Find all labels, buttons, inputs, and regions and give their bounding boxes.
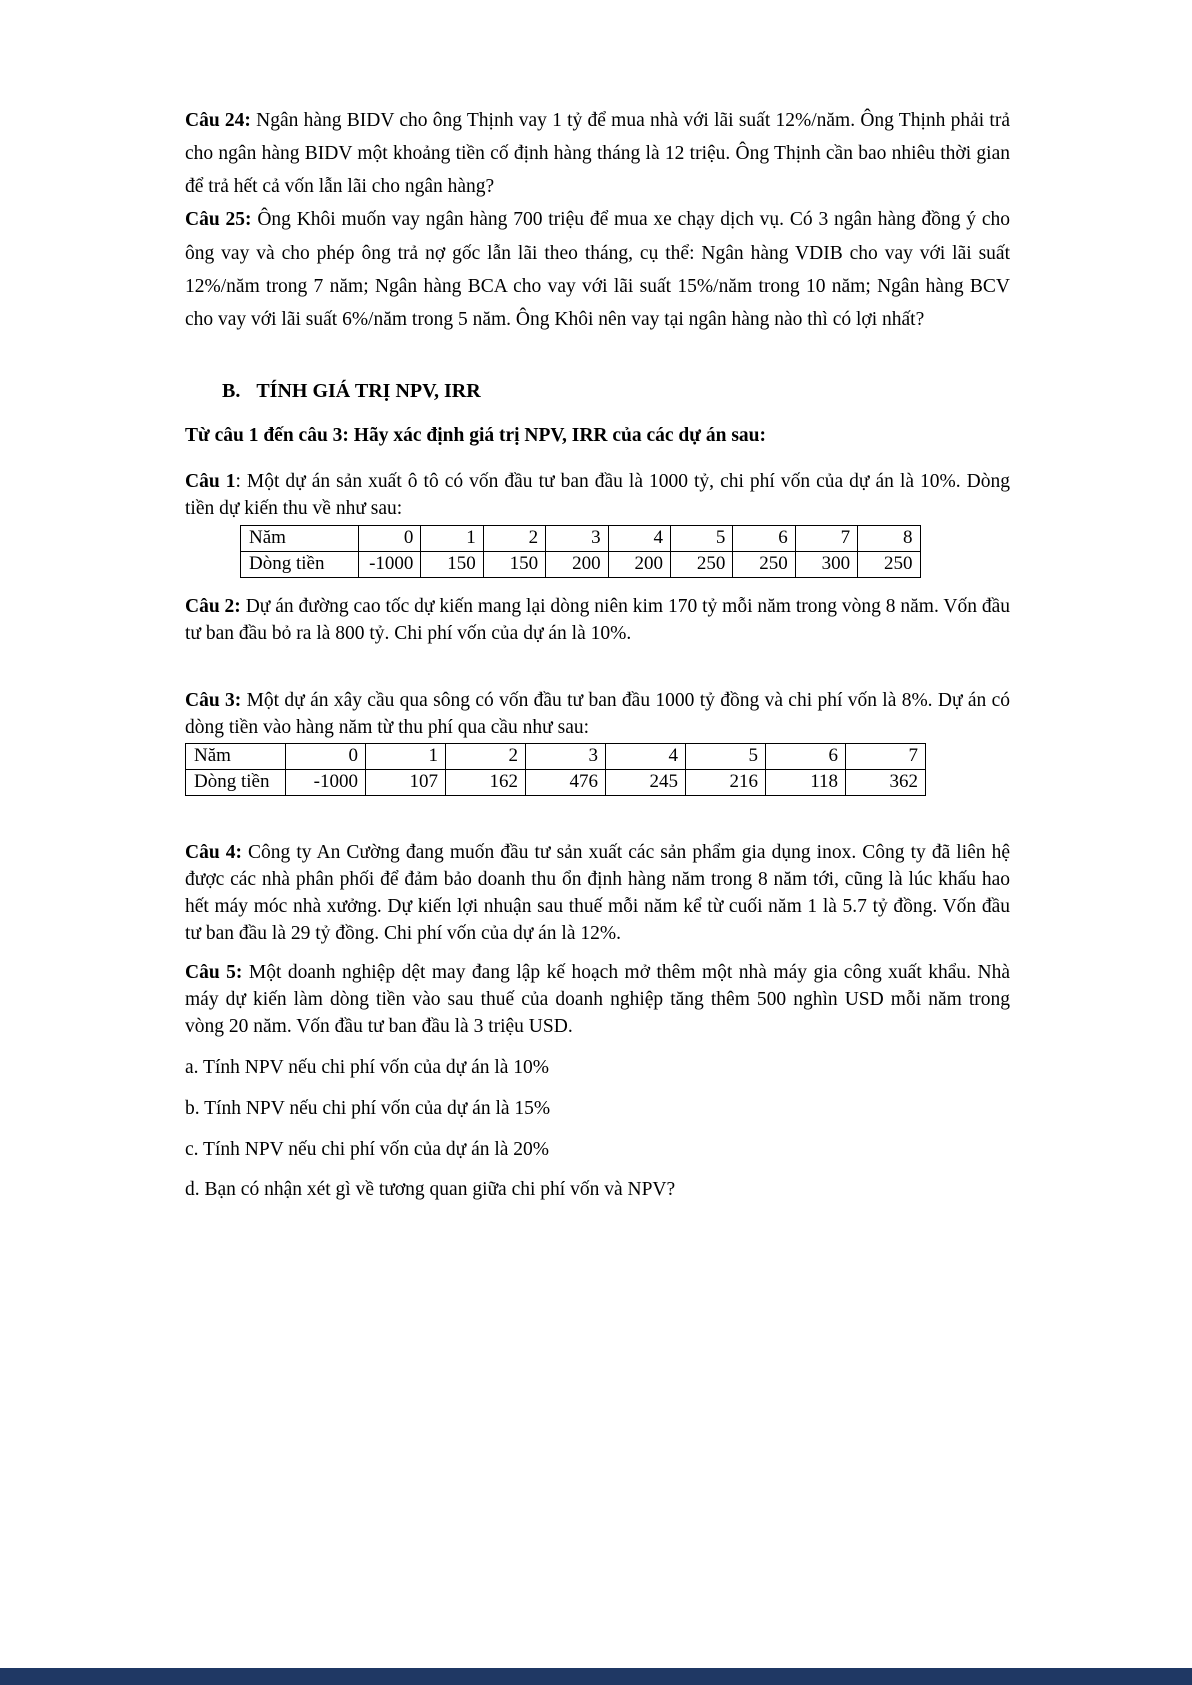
value-cell: 0 [359,525,421,551]
question-4-text: Công ty An Cường đang muốn đầu tư sản xuất các sản phẩm gia dụng inox. Công ty đã liên hệ được các nhà phân phối để đảm bảo doanh thu ổn định hàng năm trong 8 năm tới, cũng là lúc khấu hao hết máy móc nhà xưởng. Dự kiến lợi nhuận sau thuế mỗi năm kể từ cuối năm 1 là 5.7 tỷ đồng. Vốn đầu tư ban đầu là 29 tỷ đồng. Chi phí vốn của dự án là 12%. [185,842,1010,945]
value-cell: 200 [546,551,608,577]
value-cell: 6 [766,744,846,770]
value-cell: 362 [846,770,926,796]
value-cell: 3 [546,525,608,551]
value-cell: 7 [846,744,926,770]
question-5-item-b: b. Tính NPV nếu chi phí vốn của dự án là 15% [185,1097,551,1119]
question-25 [185,203,1010,336]
value-cell: 7 [795,525,857,551]
question-5-item-d: d. Bạn có nhận xét gì về tương quan giữa chi phí vốn và NPV? [185,1179,676,1201]
value-cell: 107 [366,770,446,796]
row-header-cell: Năm [186,744,286,770]
value-cell: 200 [608,551,670,577]
value-cell: 6 [733,525,795,551]
value-cell: 2 [483,525,545,551]
table-row [186,770,926,796]
value-cell: 5 [686,744,766,770]
value-cell: 476 [526,770,606,796]
row-header-cell: Dòng tiền [241,551,359,577]
value-cell: 4 [606,744,686,770]
question-2-text: Dự án đường cao tốc dự kiến mang lại dòng niên kim 170 tỷ mỗi năm trong vòng 8 năm. Vốn đầu tư ban đầu bỏ ra là 800 tỷ. Chi phí vốn của dự án là 10%. [185,595,1010,644]
question-5-text: Một doanh nghiệp dệt may đang lập kế hoạch mở thêm một nhà máy gia công xuất khẩu. Nhà máy dự kiến làm dòng tiền vào sau thuế của doanh nghiệp tăng thêm 500 nghìn USD mỗi năm trong vòng 20 năm. Vốn đầu tư ban đầu là 3 triệu USD. [185,962,1010,1037]
value-cell: 0 [286,744,366,770]
row-header-cell: Dòng tiền [186,770,286,796]
value-cell: 118 [766,770,846,796]
question-4 [185,840,1010,948]
question-1-text: : Một dự án sản xuất ô tô có vốn đầu tư ban đầu là 1000 tỷ, chi phí vốn của dự án là 10%. Dòng tiền dự kiến thu về như sau: [185,470,1010,519]
bottom-navy-bar [0,1668,1192,1685]
value-cell: -1000 [286,770,366,796]
table-row [241,551,921,577]
value-cell: 1 [421,525,483,551]
question-4-label: Câu 4: [185,842,242,864]
question-3 [185,688,1010,742]
table-row [186,744,926,770]
value-cell: -1000 [359,551,421,577]
value-cell: 150 [483,551,545,577]
question-5 [185,960,1010,1041]
table-row [241,525,921,551]
question-25-label: Câu 25: [185,209,252,231]
intro-line: Từ câu 1 đến câu 3: Hãy xác định giá trị NPV, IRR của các dự án sau: [185,424,767,446]
value-cell: 245 [606,770,686,796]
section-b-title: TÍNH GIÁ TRỊ NPV, IRR [256,379,481,402]
value-cell: 4 [608,525,670,551]
question-24-label: Câu 24: [185,110,251,131]
value-cell: 250 [858,551,920,577]
value-cell: 300 [795,551,857,577]
value-cell: 150 [421,551,483,577]
question-3-text: Một dự án xây cầu qua sông có vốn đầu tư ban đầu 1000 tỷ đồng và chi phí vốn là 8%. Dự án có dòng tiền vào hàng năm từ thu phí qua cầu như sau: [185,689,1011,738]
question-2 [185,594,1010,648]
value-cell: 8 [858,525,920,551]
row-header-cell: Năm [241,525,359,551]
question-5-item-a: a. Tính NPV nếu chi phí vốn của dự án là 10% [185,1056,550,1078]
cau1-cashflow-table [240,525,921,578]
question-3-label: Câu 3: [185,689,242,711]
value-cell: 250 [733,551,795,577]
question-24 [185,104,1010,203]
section-b-heading [185,380,1010,403]
value-cell: 3 [526,744,606,770]
question-2-label: Câu 2: [185,595,241,617]
cau3-cashflow-table [185,743,926,796]
value-cell: 162 [446,770,526,796]
question-5-label: Câu 5: [185,962,243,984]
value-cell: 216 [686,770,766,796]
value-cell: 250 [670,551,732,577]
question-25-text: Ông Khôi muốn vay ngân hàng 700 triệu để mua xe chạy dịch vụ. Có 3 ngân hàng đồng ý cho ông vay và cho phép ông trả nợ gốc lẫn lãi theo tháng, cụ thể: Ngân hàng VDIB cho vay với lãi suất 12%/năm trong 7 năm; Ngân hàng BCA cho vay với lãi suất 15%/năm trong 10 năm; Ngân hàng BCV cho vay với lãi suất 6%/năm trong 5 năm. Ông Khôi nên vay tại ngân hàng nào thì có lợi nhất? [185,209,1011,330]
question-5-item-c: c. Tính NPV nếu chi phí vốn của dự án là 20% [185,1138,550,1160]
question-1-label: Câu 1 [185,470,236,492]
value-cell: 2 [446,744,526,770]
question-24-text: Ngân hàng BIDV cho ông Thịnh vay 1 tỷ để mua nhà với lãi suất 12%/năm. Ông Thịnh phải trả cho ngân hàng BIDV một khoảng tiền cố định hàng tháng là 12 triệu. Ông Thịnh cần bao nhiêu thời gian để trả hết cả vốn lẫn lãi cho ngân hàng? [185,110,1011,198]
question-1 [185,469,1010,523]
value-cell: 1 [366,744,446,770]
section-b-letter: B. [222,379,241,402]
value-cell: 5 [670,525,732,551]
